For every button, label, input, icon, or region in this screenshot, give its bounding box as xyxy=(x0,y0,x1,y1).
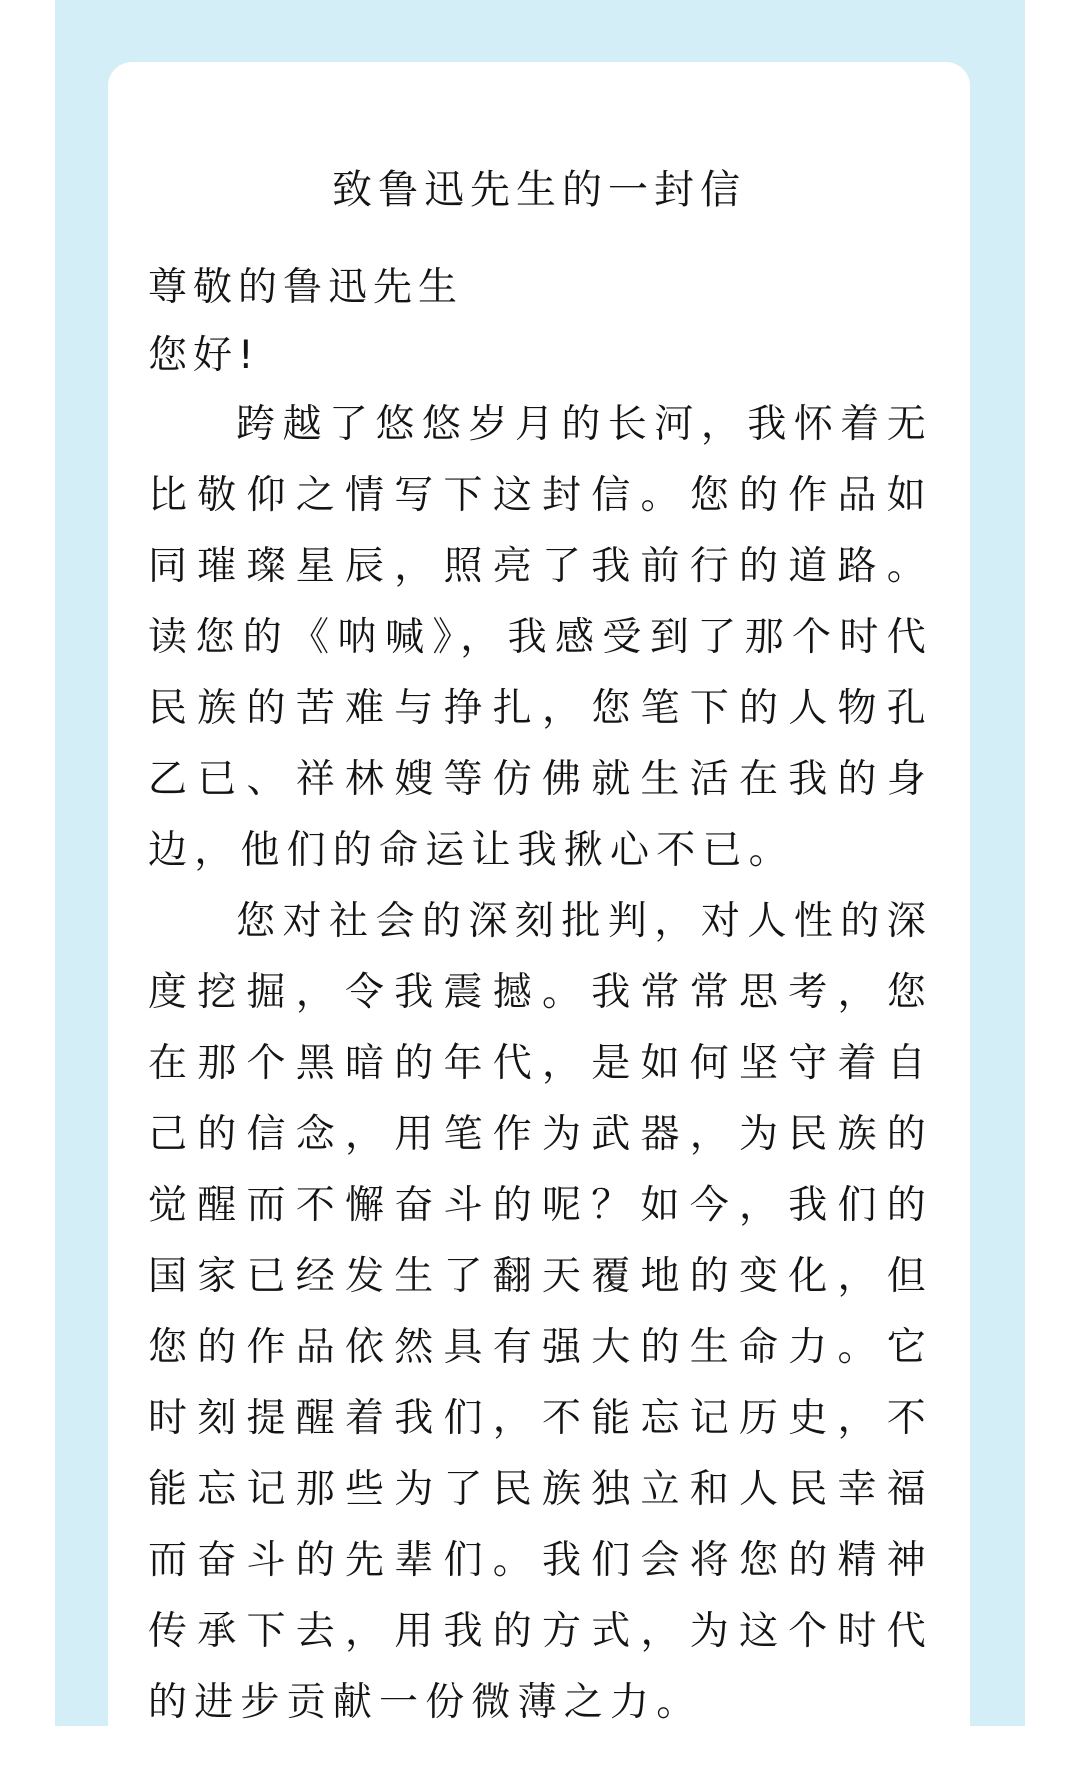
letter-greeting: 您好! xyxy=(148,333,260,378)
letter-title: 致鲁迅先生的一封信 xyxy=(332,167,746,213)
letter-paragraph-1: 跨越了悠悠岁月的长河，我怀着无比敬仰之情写下这封信。您的作品如同璀璨星辰，照亮了我前行的道路。读您的《呐喊》，我感受到了那个时代民族的苦难与挣扎，您笔下的人物孔乙已、祥林嫂等仿佛就生活在我的身边，他们的命运让我揪心不已。 xyxy=(148,402,933,873)
letter-paragraph-2: 您对社会的深刻批判，对人性的深度挖掘，令我震撼。我常常思考，您在那个黑暗的年代，是如何坚守着自己的信念，用笔作为武器，为民族的觉醒而不懈奋斗的呢？如今，我们的国家已经发生了翻天覆地的变化，但您的作品依然具有强大的生命力。它时刻提醒着我们，不能忘记历史，不能忘记那些为了民族独立和人民幸福而奋斗的先辈们。我们会将您的精神传承下去，用我的方式，为这个时代的进步贡献一份微薄之力。 xyxy=(148,899,933,1725)
letter-salutation: 尊敬的鲁迅先生 xyxy=(148,265,464,310)
